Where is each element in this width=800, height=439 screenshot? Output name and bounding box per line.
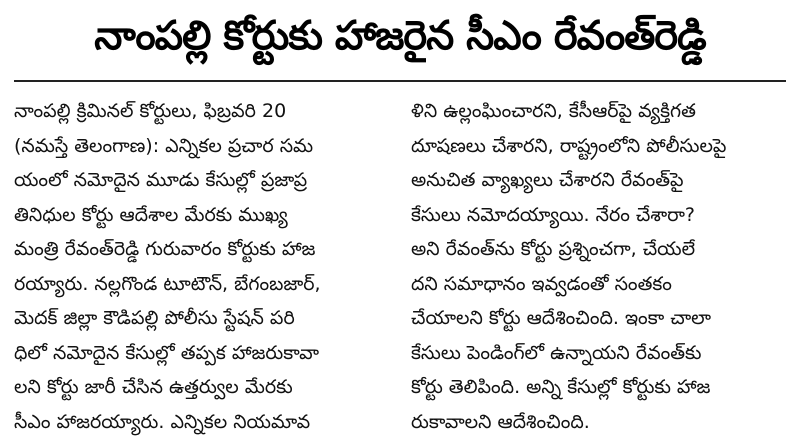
- body-line: దని సమాధానం ఇవ్వడంతో సంతకం: [411, 267, 786, 302]
- body-line: కేసులు పెండింగ్‌లో ఉన్నాయని రేవంత్‌కు: [411, 336, 786, 371]
- body-line: సీఎం హాజరయ్యారు. ఎన్నికల నియమావ: [14, 405, 389, 439]
- body-line: మంత్రి రేవంత్‌రెడ్డి గురువారం కోర్టుకు హాజ: [14, 232, 389, 267]
- body-line: కోర్టు తెలిపింది. అన్ని కేసుల్లో కోర్టుకు హాజ: [411, 370, 786, 405]
- body-line: యంలో నమోదైన మూడు కేసుల్లో ప్రజాప్ర: [14, 163, 389, 198]
- body-line: చేయాలని కోర్టు ఆదేశించింది. ఇంకా చాలా: [411, 301, 786, 336]
- body-line: రుకావాలని ఆదేశించింది.: [411, 405, 786, 439]
- body-line: నాంపల్లి క్రిమినల్ కోర్టులు, ఫిబ్రవరి 20: [14, 94, 389, 129]
- column-right: [411, 94, 786, 439]
- article-body: [14, 94, 786, 439]
- headline: నాంపల్లి కోర్టుకు హాజరైన సీఎం రేవంత్‌రెడ్డి: [14, 8, 786, 74]
- body-line: మెదక్ జిల్లా కౌడిపల్లి పోలీసు స్టేషన్ పరి: [14, 301, 389, 336]
- body-line: అని రేవంత్‌ను కోర్టు ప్రశ్నించగా, చేయలే: [411, 232, 786, 267]
- body-line: ధిలో నమోదైన కేసుల్లో తప్పక హాజరుకావా: [14, 336, 389, 371]
- body-line: దూషణలు చేశారని, రాష్ట్రంలోని పోలీసులపై: [411, 129, 786, 164]
- body-line: అనుచిత వ్యాఖ్యలు చేశారని రేవంత్‌పై: [411, 163, 786, 198]
- column-left: [14, 94, 389, 439]
- body-line: లని కోర్టు జారీ చేసిన ఉత్తర్వుల మేరకు: [14, 370, 389, 405]
- body-line: (నమస్తే తెలంగాణ): ఎన్నికల ప్రచార సమ: [14, 129, 389, 164]
- body-line: ళిని ఉల్లంఘించారని, కేసీఆర్‌పై వ్యక్తిగత: [411, 94, 786, 129]
- body-line: తినిధుల కోర్టు ఆదేశాల మేరకు ముఖ్య: [14, 198, 389, 233]
- body-line: రయ్యారు. నల్లగొండ టూటౌన్, బేగంబజార్,: [14, 267, 389, 302]
- headline-divider: [14, 80, 786, 82]
- body-line: కేసులు నమోదయ్యాయి. నేరం చేశారా?: [411, 198, 786, 233]
